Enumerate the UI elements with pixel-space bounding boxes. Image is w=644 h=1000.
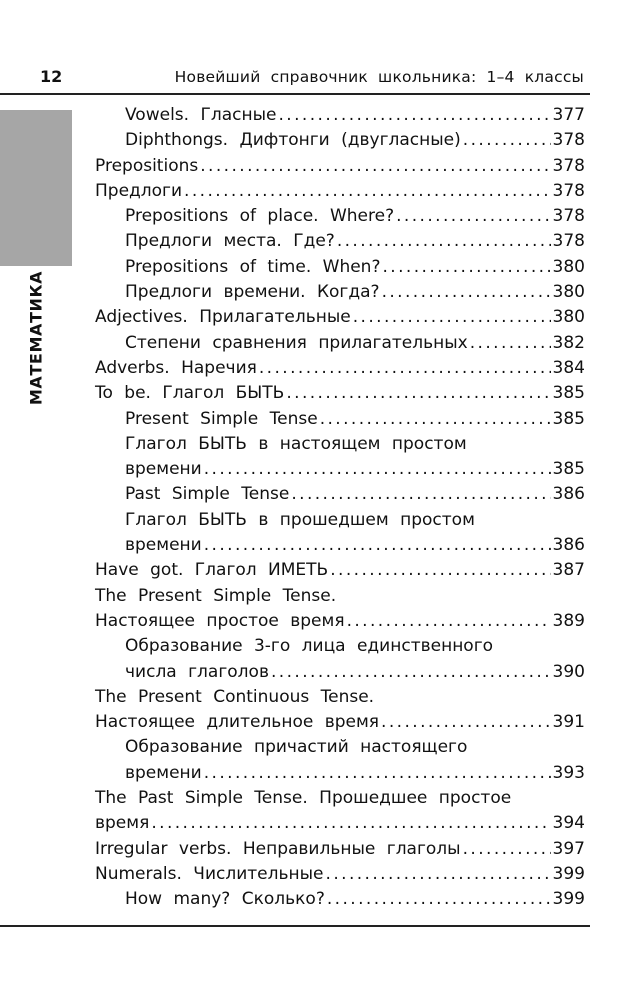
- toc-entry: [95, 634, 585, 659]
- toc-entry: [95, 761, 585, 786]
- toc-dot-leader: [151, 811, 550, 836]
- toc-dot-leader: [463, 128, 551, 153]
- toc-entry-page: 386: [552, 535, 585, 556]
- toc-dot-leader: [259, 356, 551, 381]
- toc-entry: [95, 407, 585, 432]
- toc-entry: [95, 356, 585, 381]
- toc-entry-title: Настоящее простое время: [95, 610, 345, 631]
- toc-entry: [95, 811, 585, 836]
- toc-dot-leader: [327, 887, 551, 912]
- toc-entry-title: Numerals. Числительные: [95, 863, 324, 884]
- toc-dot-leader: [200, 154, 550, 179]
- toc-entry-title: Present Simple Tense: [125, 408, 318, 429]
- toc-entry-title: Past Simple Tense: [125, 484, 290, 505]
- toc-entry-title: время: [95, 813, 150, 834]
- toc-entry-page: 380: [552, 307, 585, 328]
- footer-rule: [0, 925, 590, 927]
- toc-dot-leader: [353, 305, 551, 330]
- toc-dot-leader: [381, 710, 551, 735]
- toc-entry: [95, 381, 585, 406]
- toc-entry-page: 397: [552, 838, 585, 859]
- toc-entry-page: 378: [552, 206, 585, 227]
- toc-entry: [95, 533, 585, 558]
- toc-entry-title: Образование 3-го лица единственного: [125, 636, 494, 657]
- toc-dot-leader: [286, 381, 550, 406]
- toc-entry-title: How many? Сколько?: [125, 889, 325, 910]
- toc-entry: [95, 837, 585, 862]
- toc-entry-title: Глагол БЫТЬ в настоящем простом: [125, 433, 467, 454]
- toc-entry: [95, 558, 585, 583]
- toc-entry-title: Глагол БЫТЬ в прошедшем простом: [125, 509, 475, 530]
- toc-dot-leader: [271, 660, 551, 685]
- toc-entry-title: времени: [125, 459, 202, 480]
- toc-entry-page: 385: [552, 383, 585, 404]
- toc-entry-page: 377: [552, 105, 585, 125]
- toc-entry-page: 389: [552, 610, 585, 631]
- toc-entry-page: 393: [552, 762, 585, 783]
- toc-entry: [95, 204, 585, 229]
- section-tab: [0, 110, 72, 266]
- toc-dot-leader: [291, 482, 550, 507]
- toc-dot-leader: [382, 255, 550, 280]
- toc-entry: [95, 103, 585, 128]
- toc-entry-page: 378: [552, 130, 585, 151]
- toc-entry-page: 380: [552, 256, 585, 277]
- toc-entry: [95, 660, 585, 685]
- toc-entry: [95, 508, 585, 533]
- toc-entry-title: Vowels. Гласные: [125, 105, 277, 125]
- toc-entry-page: 385: [552, 459, 585, 480]
- toc-entry: [95, 609, 585, 634]
- section-label: [0, 270, 72, 405]
- toc-dot-leader: [463, 837, 551, 862]
- toc-entry-page: 378: [552, 231, 585, 252]
- toc-entry: [95, 179, 585, 204]
- toc-dot-leader: [204, 761, 551, 786]
- toc-entry-page: 387: [552, 560, 585, 581]
- toc-entry-title: Adjectives. Прилагательные: [95, 307, 351, 328]
- toc-dot-leader: [184, 179, 551, 204]
- toc-dot-leader: [326, 862, 551, 887]
- toc-dot-leader: [330, 558, 550, 583]
- toc-entry-title: The Present Continuous Tense.: [95, 686, 375, 707]
- toc-entry-page: 378: [552, 155, 585, 176]
- toc-entry-title: Prepositions of place. Where?: [125, 206, 395, 227]
- toc-entry-title: Предлоги: [95, 180, 183, 201]
- page-number: 12: [40, 67, 63, 86]
- toc-entry-title: Have got. Глагол ИМЕТЬ: [95, 560, 329, 581]
- toc-entry-title: Настоящее длительное время: [95, 712, 380, 733]
- toc-entry-title: Степени сравнения прилагательных: [125, 332, 468, 353]
- toc-entry: [95, 786, 585, 811]
- header-rule: [0, 93, 590, 95]
- toc-entry: [95, 862, 585, 887]
- toc-entry: [95, 128, 585, 153]
- toc-entry: [95, 305, 585, 330]
- toc-entry-title: времени: [125, 762, 202, 783]
- toc-entry-page: 385: [552, 408, 585, 429]
- toc-entry-page: 386: [552, 484, 585, 505]
- toc-dot-leader: [347, 609, 551, 634]
- toc-entry: [95, 735, 585, 760]
- page-header: [0, 64, 590, 94]
- toc-dot-leader: [337, 229, 551, 254]
- toc-entry-page: 390: [552, 661, 585, 682]
- running-title: Новейший справочник школьника: 1–4 классы: [174, 68, 584, 86]
- toc-dot-leader: [470, 331, 551, 356]
- toc-dot-leader: [320, 407, 551, 432]
- toc-entry-title: Prepositions of time. When?: [125, 256, 381, 277]
- toc-entry-page: 394: [552, 813, 585, 834]
- toc-entry: [95, 482, 585, 507]
- table-of-contents: [95, 103, 585, 913]
- toc-entry: [95, 457, 585, 482]
- toc-entry: [95, 280, 585, 305]
- toc-entry-page: 378: [552, 180, 585, 201]
- toc-entry-title: The Past Simple Tense. Прошедшее простое: [95, 788, 512, 809]
- toc-entry-title: Prepositions: [95, 155, 199, 176]
- toc-entry-title: Предлоги времени. Когда?: [125, 282, 380, 303]
- toc-entry: [95, 331, 585, 356]
- toc-entry: [95, 584, 585, 609]
- toc-entry: [95, 229, 585, 254]
- toc-entry-page: 380: [552, 282, 585, 303]
- toc-dot-leader: [396, 204, 550, 229]
- toc-dot-leader: [382, 280, 551, 305]
- toc-entry-title: To be. Глагол БЫТЬ: [95, 383, 285, 404]
- toc-entry: [95, 432, 585, 457]
- toc-entry: [95, 255, 585, 280]
- toc-entry-title: Предлоги места. Где?: [125, 231, 335, 252]
- toc-dot-leader: [204, 457, 551, 482]
- toc-entry-page: 399: [552, 863, 585, 884]
- toc-entry-page: 382: [552, 332, 585, 353]
- toc-entry: [95, 887, 585, 912]
- toc-entry: [95, 685, 585, 710]
- toc-entry-title: Adverbs. Наречия: [95, 357, 257, 378]
- toc-entry-title: Образование причастий настоящего: [125, 737, 468, 758]
- toc-entry: [95, 154, 585, 179]
- toc-entry-title: времени: [125, 535, 202, 556]
- toc-entry-title: Diphthongs. Дифтонги (двугласные): [125, 130, 461, 151]
- toc-dot-leader: [278, 103, 550, 128]
- toc-entry-page: 391: [552, 712, 585, 733]
- toc-entry: [95, 710, 585, 735]
- toc-entry-title: Irregular verbs. Неправильные глаголы: [95, 838, 461, 859]
- toc-entry-title: The Present Simple Tense.: [95, 585, 337, 606]
- toc-dot-leader: [204, 533, 551, 558]
- toc-entry-page: 399: [552, 889, 585, 910]
- section-label-text: МАТЕМАТИКА: [26, 270, 46, 405]
- toc-entry-page: 384: [552, 357, 585, 378]
- toc-entry-title: числа глаголов: [125, 661, 269, 682]
